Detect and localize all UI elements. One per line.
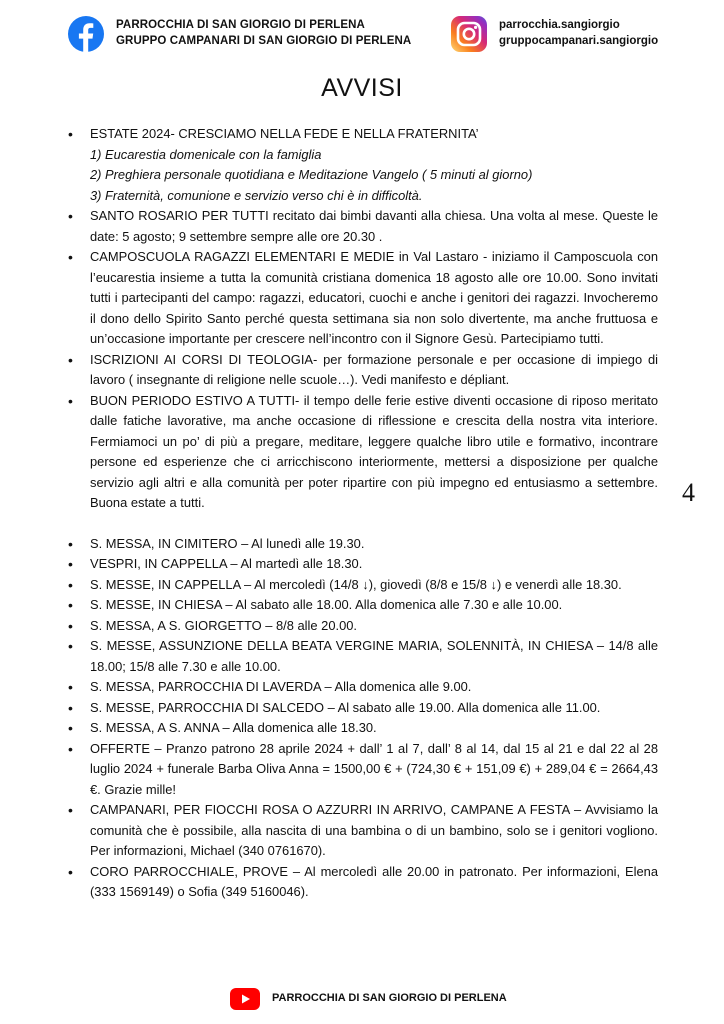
instagram-icon[interactable] bbox=[451, 16, 487, 52]
youtube-icon[interactable] bbox=[230, 988, 260, 1010]
schedule-item bbox=[70, 862, 658, 903]
schedule-item bbox=[70, 595, 658, 616]
schedule-item bbox=[70, 677, 658, 698]
page-footer bbox=[0, 988, 724, 1012]
schedule-text: S. MESSE, IN CAPPELLA – Al mercoledì (14/8 ↓), giovedì (8/8 e 15/8 ↓) e venerdì alle 18.30. bbox=[90, 576, 622, 592]
schedule-text: CAMPANARI, PER FIOCCHI ROSA O AZZURRI IN ARRIVO, CAMPANE A FESTA – Avvisiamo la comunità che è possibile, alla nascita di una bambina o di un bambino, solo se i genitori vogliono. Per informazioni, Michael (340 0761670). bbox=[90, 802, 658, 858]
schedule-text: S. MESSE, ASSUNZIONE DELLA BEATA VERGINE MARIA, SOLENNITÀ, IN CHIESA – 14/8 alle 18.00; 15/8 alle 7.30 e alle 10.00. bbox=[90, 638, 658, 674]
notice-item bbox=[70, 206, 658, 247]
notice-text: BUON PERIODO ESTIVO A TUTTI- il tempo delle ferie estive diventi occasione di riposo meritato dalle fatiche lavorative, ma anche occasione di riflessione e crescita della nostra vita interiore. Fermiamoci un po’ di più a pregare, meditare, leggere qualche libro utile e formativo, incontrare persone ed esperienze che ci arricchiscono interiormente, mettersi a disposizione per qualche servizio agli altri e alla comunità per poter ripartire con più impegno ed entusiasmo a settembre. Buona estate a tutti. bbox=[90, 392, 658, 510]
schedule-item bbox=[70, 800, 658, 862]
schedule-item bbox=[70, 554, 658, 575]
schedule-text: OFFERTE – Pranzo patrono 28 aprile 2024 + dall’ 1 al 7, dall’ 8 al 14, dal 15 al 21 e dal 22 al 28 luglio 2024 + funerale Barba Oliva Anna = 1500,00 € + (724,30 € + 151,09 €) + 289,04 € = 2664,43 €. Grazie mille! bbox=[90, 740, 658, 797]
schedule-text: CORO PARROCCHIALE, PROVE – Al mercoledì alle 20.00 in patronato. Per informazioni, Elena (333 1569149) o Sofia (349 5160046). bbox=[90, 863, 658, 899]
footer-text: PARROCCHIA DI SAN GIORGIO DI PERLENA bbox=[272, 992, 507, 1004]
schedule-text: S. MESSA, A S. GIORGETTO – 8/8 alle 20.00. bbox=[90, 617, 358, 633]
schedule-item bbox=[70, 698, 658, 719]
notice-item bbox=[70, 350, 658, 391]
schedule-item bbox=[70, 718, 658, 739]
schedule-item bbox=[70, 739, 658, 801]
schedule-item bbox=[70, 616, 658, 637]
notice-text: ESTATE 2024- CRESCIAMO NELLA FEDE E NELLA FRATERNITA’ bbox=[90, 126, 479, 141]
schedule-list bbox=[70, 534, 658, 903]
instagram-line-2: gruppocampanari.sangiorgio bbox=[499, 35, 659, 47]
page-number: 4 bbox=[682, 478, 695, 507]
section-spacer bbox=[70, 514, 658, 534]
instagram-line-1: parrocchia.sangiorgio bbox=[499, 19, 620, 31]
notice-text: CAMPOSCUOLA RAGAZZI ELEMENTARI E MEDIE in Val Lastaro - iniziamo il Camposcuola con l’eucarestia insieme a tutta la comunità cristiana domenica 18 agosto alle ore 10.00. Sono invitati tutti i partecipanti del campo: ragazzi, educatori, cuochi e anche i genitori dei ragazzi. Invocheremo il dono dello Spirito Santo perché questa settimana sia non solo divertente, ma anche fruttuosa e un’occasione importante per crescere nell’incontro con il Signore Gesù. Partecipiamo tutti. bbox=[90, 249, 658, 346]
notice-subitem: 2) Preghiera personale quotidiana e Meditazione Vangelo ( 5 minuti al giorno) bbox=[90, 167, 533, 182]
page-title: AVVISI bbox=[321, 74, 403, 102]
schedule-item bbox=[70, 534, 658, 555]
schedule-text: S. MESSE, PARROCCHIA DI SALCEDO – Al sabato alle 19.00. Alla domenica alle 11.00. bbox=[90, 699, 601, 715]
facebook-text bbox=[116, 17, 411, 49]
schedule-text: S. MESSE, IN CHIESA – Al sabato alle 18.00. Alla domenica alle 7.30 e alle 10.00. bbox=[90, 597, 563, 612]
notice-text: ISCRIZIONI AI CORSI DI TEOLOGIA- per formazione personale e per occasione di impiego di lavoro ( insegnante di religione nelle scuole…). Vedi manifesto e dépliant. bbox=[90, 351, 658, 387]
facebook-line-1: PARROCCHIA DI SAN GIORGIO DI PERLENA bbox=[116, 19, 365, 31]
page-header bbox=[0, 14, 724, 54]
notice-item bbox=[70, 247, 658, 350]
facebook-line-2: GRUPPO CAMPANARI DI SAN GIORGIO DI PERLENA bbox=[116, 35, 412, 47]
schedule-item bbox=[70, 575, 658, 596]
notice-text: SANTO ROSARIO PER TUTTI recitato dai bimbi davanti alla chiesa. Una volta al mese. Queste le date: 5 agosto; 9 settembre sempre alle ore 20.30 . bbox=[90, 208, 658, 244]
notice-item bbox=[70, 391, 658, 514]
notice-subitem: 1) Eucarestia domenicale con la famiglia bbox=[90, 146, 322, 162]
notices-list bbox=[70, 124, 658, 514]
schedule-text: S. MESSA, PARROCCHIA DI LAVERDA – Alla domenica alle 9.00. bbox=[90, 679, 472, 694]
schedule-text: VESPRI, IN CAPPELLA – Al martedì alle 18.30. bbox=[90, 556, 363, 571]
schedule-text: S. MESSA, IN CIMITERO – Al lunedì alle 19.30. bbox=[90, 535, 365, 551]
schedule-item bbox=[70, 636, 658, 677]
notice-subitem: 3) Fraternità, comunione e servizio verso chi è in difficoltà. bbox=[90, 187, 423, 203]
notice-item bbox=[70, 124, 658, 206]
schedule-text: S. MESSA, A S. ANNA – Alla domenica alle 18.30. bbox=[90, 720, 377, 735]
notices-content bbox=[70, 124, 658, 903]
facebook-icon[interactable] bbox=[68, 16, 104, 52]
instagram-text bbox=[499, 17, 658, 49]
